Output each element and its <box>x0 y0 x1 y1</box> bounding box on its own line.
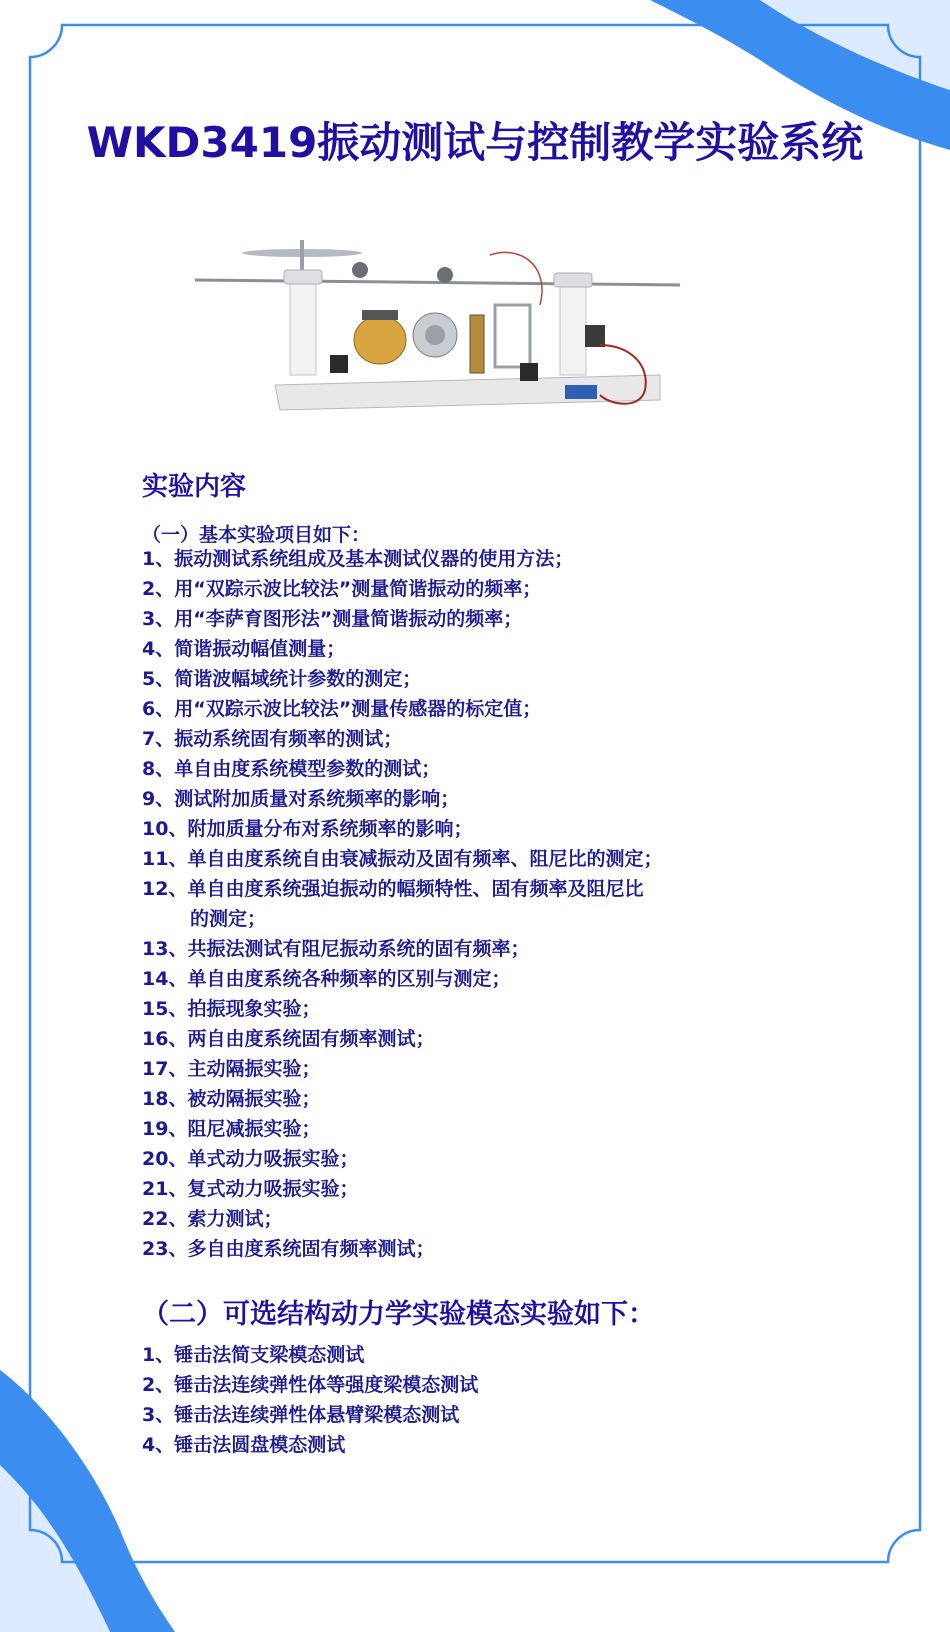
list-item: 8、单自由度系统模型参数的测试； <box>142 758 441 780</box>
list-item: 3、锤击法连续弹性体悬臂梁模态测试 <box>142 1404 460 1426</box>
list-item: 19、阻尼减振实验； <box>142 1118 321 1140</box>
section1-heading: 实验内容 <box>142 472 247 502</box>
list-item: 11、单自由度系统自由衰减振动及固有频率、阻尼比的测定； <box>142 848 663 870</box>
list-item: 13、共振法测试有阻尼振动系统的固有频率； <box>142 938 530 960</box>
list-item-continuation: 的测定； <box>190 908 267 930</box>
list-item: 4、简谐振动幅值测量； <box>142 638 346 660</box>
list-item: 2、用“双踪示波比较法”测量简谐振动的频率； <box>142 578 542 600</box>
list-item: 7、振动系统固有频率的测试； <box>142 728 403 750</box>
page-title: WKD3419振动测试与控制教学实验系统 <box>86 118 864 167</box>
list-item-text: 12、单自由度系统强迫振动的幅频特性、固有频率及阻尼比 <box>142 878 644 900</box>
list-item: 20、单式动力吸振实验； <box>142 1148 359 1170</box>
list-item: 10、附加质量分布对系统频率的影响； <box>142 818 473 840</box>
list-item: 17、主动隔振实验； <box>142 1058 321 1080</box>
list-item <box>142 874 762 934</box>
section1-subheading: （一）基本实验项目如下： <box>142 524 371 546</box>
list-item: 9、测试附加质量对系统频率的影响； <box>142 788 460 810</box>
list-item: 3、用“李萨育图形法”测量简谐振动的频率； <box>142 608 523 630</box>
basic-experiment-list <box>142 544 762 1264</box>
list-item: 22、索力测试； <box>142 1208 283 1230</box>
list-item: 6、用“双踪示波比较法”测量传感器的标定值； <box>142 698 542 720</box>
modal-experiment-list <box>142 1340 478 1460</box>
list-item: 1、振动测试系统组成及基本测试仪器的使用方法； <box>142 548 574 570</box>
list-item: 5、简谐波幅域统计参数的测定； <box>142 668 422 690</box>
list-item: 2、锤击法连续弹性体等强度梁模态测试 <box>142 1374 479 1396</box>
list-item: 15、拍振现象实验； <box>142 998 321 1020</box>
list-item: 16、两自由度系统固有频率测试； <box>142 1028 435 1050</box>
list-item: 21、复式动力吸振实验； <box>142 1178 359 1200</box>
list-item: 4、锤击法圆盘模态测试 <box>142 1434 346 1456</box>
equipment-photo <box>190 235 690 425</box>
list-item: 23、多自由度系统固有频率测试； <box>142 1238 435 1260</box>
list-item: 1、锤击法简支梁模态测试 <box>142 1344 365 1366</box>
list-item: 18、被动隔振实验； <box>142 1088 321 1110</box>
section2-heading: （二）可选结构动力学实验模态实验如下： <box>142 1299 655 1330</box>
list-item: 14、单自由度系统各种频率的区别与测定； <box>142 968 511 990</box>
